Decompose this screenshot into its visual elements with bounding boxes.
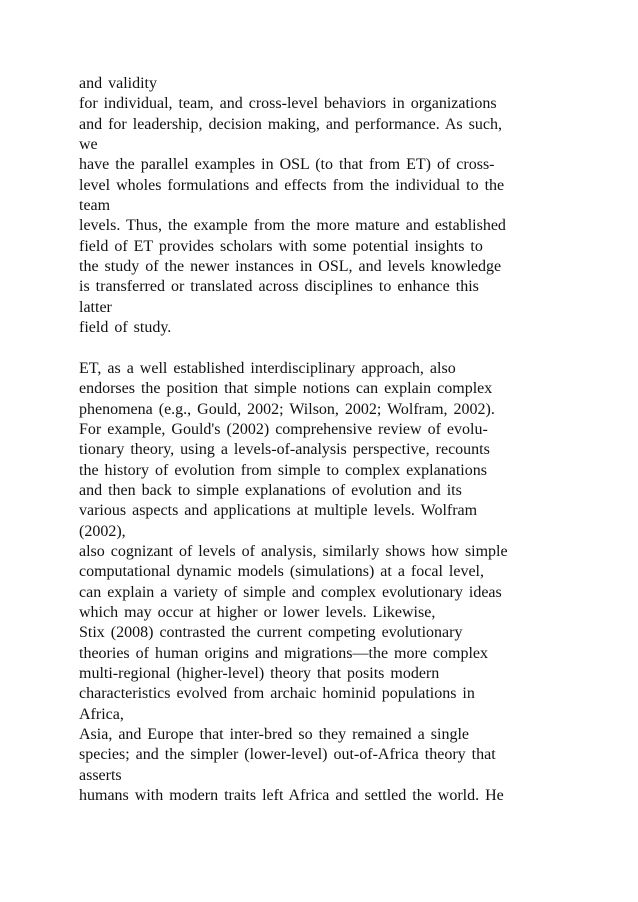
text-line: the history of evolution from simple to complex explanations	[79, 461, 487, 479]
text-line: theories of human origins and migrations—the more complex	[79, 644, 489, 662]
text-line: characteristics evolved from archaic hominid populations in	[79, 685, 475, 703]
text-line: for individual, team, and cross-level behaviors in organizations	[79, 95, 497, 113]
text-line: various aspects and applications at multiple levels. Wolfram	[79, 502, 478, 520]
text-line: Asia, and Europe that inter-bred so they remained a single	[79, 726, 469, 743]
text-line: Africa,	[79, 705, 124, 723]
text-line: which may occur at higher or lower levels. Likewise,	[79, 603, 436, 621]
text-line: multi-regional (higher-level) theory that posits modern	[79, 664, 440, 682]
text-line: humans with modern traits left Africa and settled the world. He	[79, 787, 504, 805]
text-line: the study of the newer instances in OSL, and levels knowledge	[79, 258, 502, 276]
text-line	[79, 338, 631, 358]
text-line: can explain a variety of simple and complex evolutionary ideas	[79, 583, 502, 601]
text-line: and for leadership, decision making, and performance. As such,	[79, 115, 502, 133]
text-line: phenomena (e.g., Gould, 2002; Wilson, 2002; Wolfram, 2002).	[79, 400, 495, 418]
text-line: species; and the simpler (lower-level) out-of-Africa theory that	[79, 746, 496, 764]
text-line: is transferred or translated across disciplines to enhance this	[79, 278, 479, 296]
text-line: and then back to simple explanations of evolution and its	[79, 481, 462, 499]
text-line: field of ET provides scholars with some potential insights to	[79, 237, 483, 255]
text-line: For example, Gould's (2002) comprehensive review of evolu-	[79, 420, 488, 438]
text-line: computational dynamic models (simulations) at a focal level,	[79, 563, 484, 581]
text-line: level wholes formulations and effects from the individual to the	[79, 176, 505, 194]
text-line: and validity	[79, 75, 157, 92]
text-line: team	[79, 197, 111, 215]
text-line: asserts	[79, 766, 122, 784]
text-line: levels. Thus, the example from the more mature and established	[79, 217, 506, 235]
text-line: also cognizant of levels of analysis, similarly shows how simple	[79, 542, 508, 560]
text-line: ET, as a well established interdisciplinary approach, also	[79, 359, 456, 377]
text-line: latter	[79, 298, 112, 316]
text-line: tionary theory, using a levels-of-analysis perspective, recounts	[79, 441, 490, 459]
text-line: endorses the position that simple notions can explain complex	[79, 380, 493, 398]
text-line: have the parallel examples in OSL (to that from ET) of cross-	[79, 156, 495, 174]
text-line: field of study.	[79, 319, 172, 337]
body-text	[79, 74, 631, 806]
text-line: (2002),	[79, 522, 126, 540]
text-line: Stix (2008) contrasted the current competing evolutionary	[79, 624, 463, 642]
text-line: we	[79, 136, 98, 154]
